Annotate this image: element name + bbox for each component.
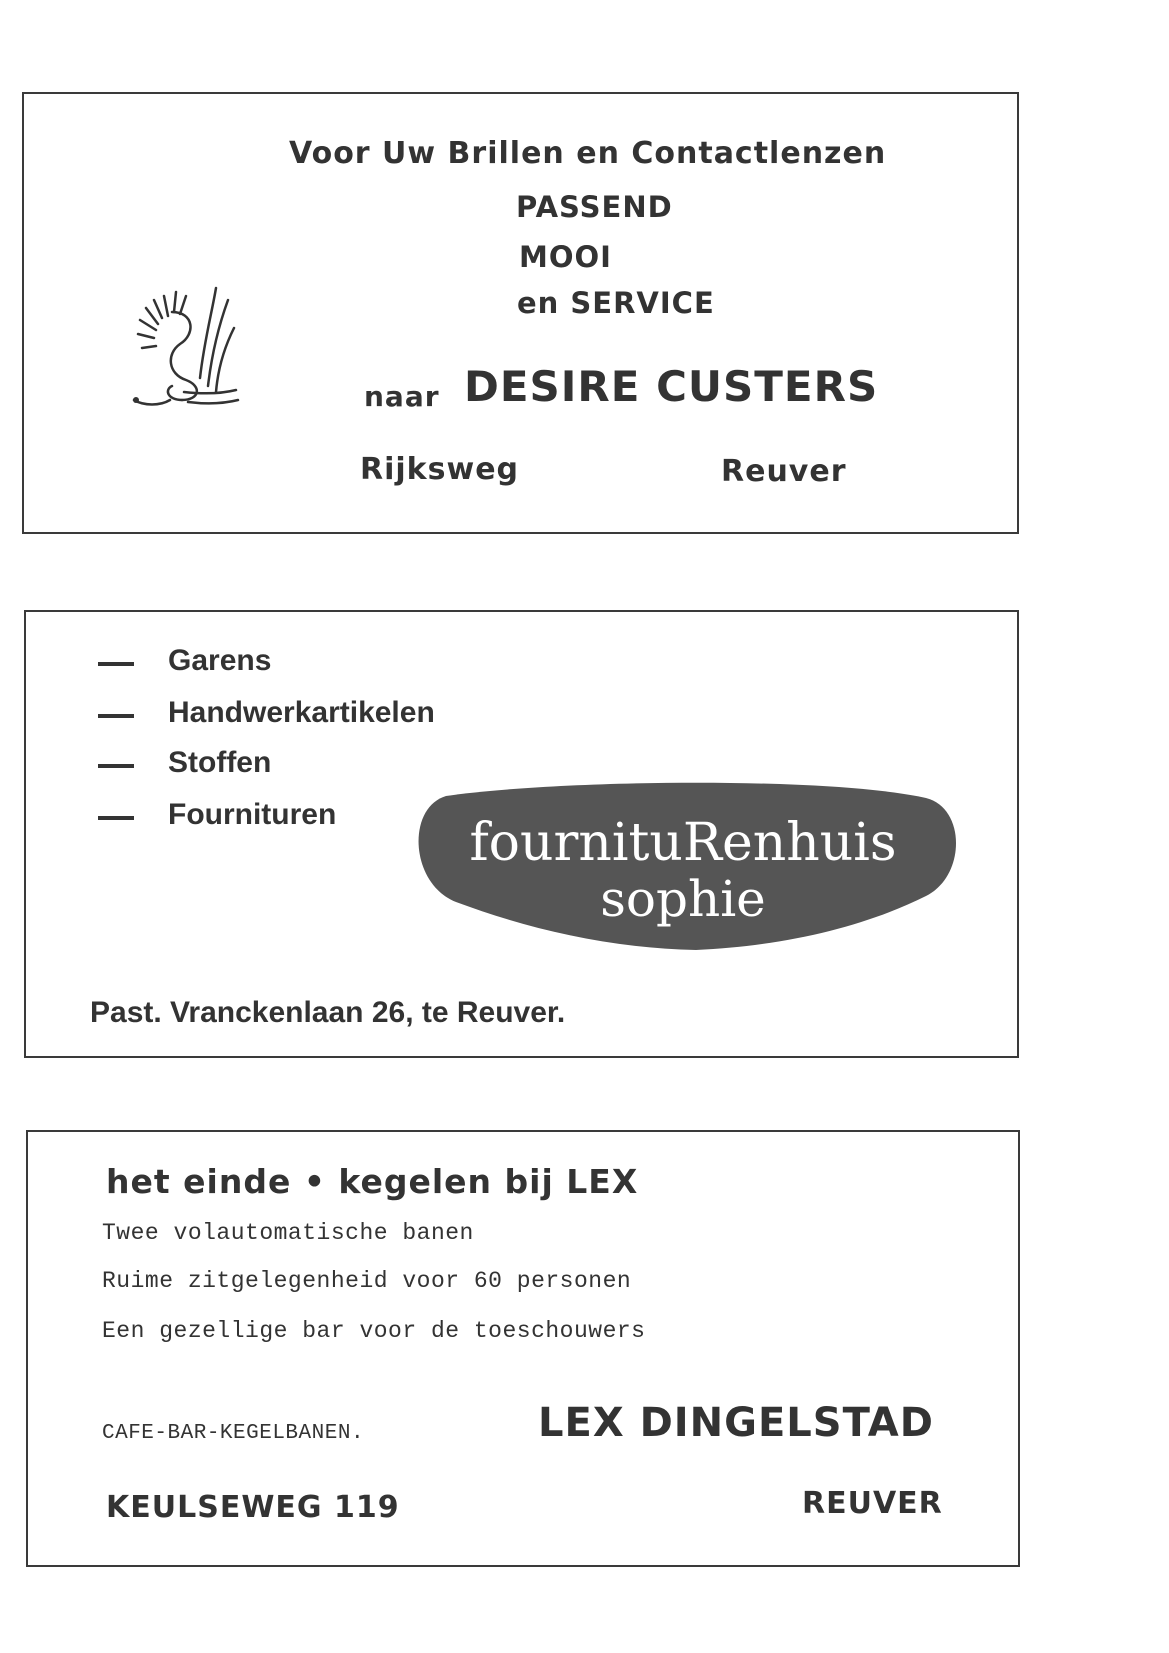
list-dash [98, 714, 134, 718]
feature-line: Twee volautomatische banen [102, 1220, 474, 1246]
optician-advertisement [22, 92, 1019, 534]
logo-text-line-1: fournituRenhuis [469, 813, 897, 873]
venue-street: KEULSEWEG 119 [106, 1490, 400, 1525]
town-name: Reuver [721, 454, 847, 489]
list-dash [98, 662, 134, 666]
venue-type: CAFE-BAR-KEGELBANEN. [102, 1422, 365, 1445]
feature-line: Ruime zitgelegenheid voor 60 personen [102, 1268, 632, 1294]
naar-label: naar [364, 380, 440, 413]
feature-line: Een gezellige bar voor de toeschouwers [102, 1318, 646, 1344]
seahorse-logo-icon [124, 282, 244, 412]
list-item: Fournituren [168, 798, 337, 831]
slogan-line-1: PASSEND [516, 190, 673, 224]
street-name: Rijksweg [360, 452, 520, 487]
list-dash [98, 764, 134, 768]
list-item: Stoffen [168, 746, 272, 779]
list-item: Handwerkartikelen [168, 696, 435, 729]
haberdashery-advertisement [24, 610, 1019, 1058]
optician-headline: Voor Uw Brillen en Contactlenzen [289, 136, 887, 171]
venue-town: REUVER [802, 1486, 943, 1521]
fournituren-logo [406, 776, 961, 952]
slogan-line-2: MOOI [519, 240, 612, 274]
slogan-line-3: en SERVICE [517, 286, 715, 320]
bowling-headline: het einde • kegelen bij LEX [106, 1162, 639, 1201]
list-dash [98, 816, 134, 820]
list-item: Garens [168, 644, 272, 677]
shop-address: Past. Vranckenlaan 26, te Reuver. [90, 996, 566, 1029]
bowling-advertisement [26, 1130, 1020, 1567]
venue-name: LEX DINGELSTAD [538, 1400, 934, 1446]
business-name: DESIRE CUSTERS [464, 362, 879, 411]
logo-text-line-2: sophie [600, 870, 766, 928]
